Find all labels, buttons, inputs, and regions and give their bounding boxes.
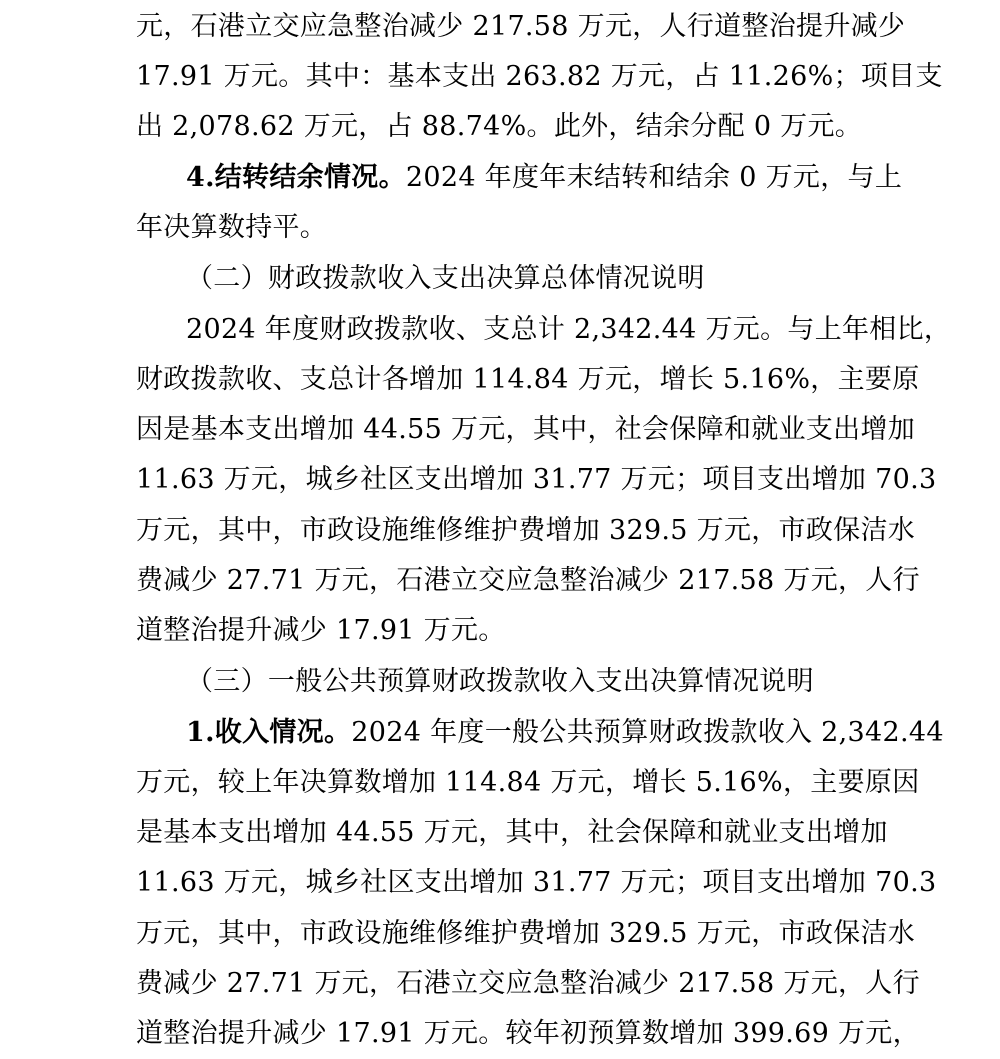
paragraph-line: 年决算数持平。 xyxy=(136,212,328,243)
section-lead: 1.收入情况。 xyxy=(186,717,352,748)
paragraph-line: 费减少 27.71 万元，石港立交应急整治减少 217.58 万元，人行 xyxy=(136,968,920,999)
paragraph-line: 费减少 27.71 万元，石港立交应急整治减少 217.58 万元，人行 xyxy=(136,565,920,596)
paragraph-text: 2024 年度一般公共预算财政拨款收入 2,342.44 xyxy=(351,717,944,748)
paragraph-line: 万元，其中，市政设施维修维护费增加 329.5 万元，市政保洁水 xyxy=(136,918,916,949)
paragraph-text: 2024 年度年末结转和结余 0 万元，与上 xyxy=(405,162,903,193)
paragraph-line: 出 2,078.62 万元，占 88.74%。此外，结余分配 0 万元。 xyxy=(136,111,863,142)
paragraph-line: 11.63 万元，城乡社区支出增加 31.77 万元；项目支出增加 70.3 xyxy=(136,867,937,898)
paragraph-line: 万元，较上年决算数增加 114.84 万元，增长 5.16%，主要原因 xyxy=(136,767,920,798)
paragraph-line: 因是基本支出增加 44.55 万元，其中，社会保障和就业支出增加 xyxy=(136,414,916,445)
paragraph-line xyxy=(186,708,944,758)
paragraph-line: 17.91 万元。其中：基本支出 263.82 万元，占 11.26%；项目支 xyxy=(136,61,943,92)
paragraph-line: 元，石港立交应急整治减少 217.58 万元，人行道整治提升减少 xyxy=(136,11,906,42)
paragraph-line: 万元，其中，市政设施维修维护费增加 329.5 万元，市政保洁水 xyxy=(136,515,916,546)
section-heading: （三）一般公共预算财政拨款收入支出决算情况说明 xyxy=(186,666,814,697)
paragraph-line: 道整治提升减少 17.91 万元。 xyxy=(136,615,506,646)
paragraph-line: 财政拨款收、支总计各增加 114.84 万元，增长 5.16%，主要原 xyxy=(136,364,920,395)
paragraph-line: 2024 年度财政拨款收、支总计 2,342.44 万元。与上年相比， xyxy=(186,314,952,345)
paragraph-line: 11.63 万元，城乡社区支出增加 31.77 万元；项目支出增加 70.3 xyxy=(136,464,937,495)
paragraph-line: 道整治提升减少 17.91 万元。较年初预算数增加 399.69 万元， xyxy=(136,1018,920,1049)
paragraph-line: 是基本支出增加 44.55 万元，其中，社会保障和就业支出增加 xyxy=(136,817,888,848)
paragraph-line xyxy=(186,153,903,203)
section-heading: （二）财政拨款收入支出决算总体情况说明 xyxy=(186,263,705,294)
section-lead: 4.结转结余情况。 xyxy=(186,162,406,193)
